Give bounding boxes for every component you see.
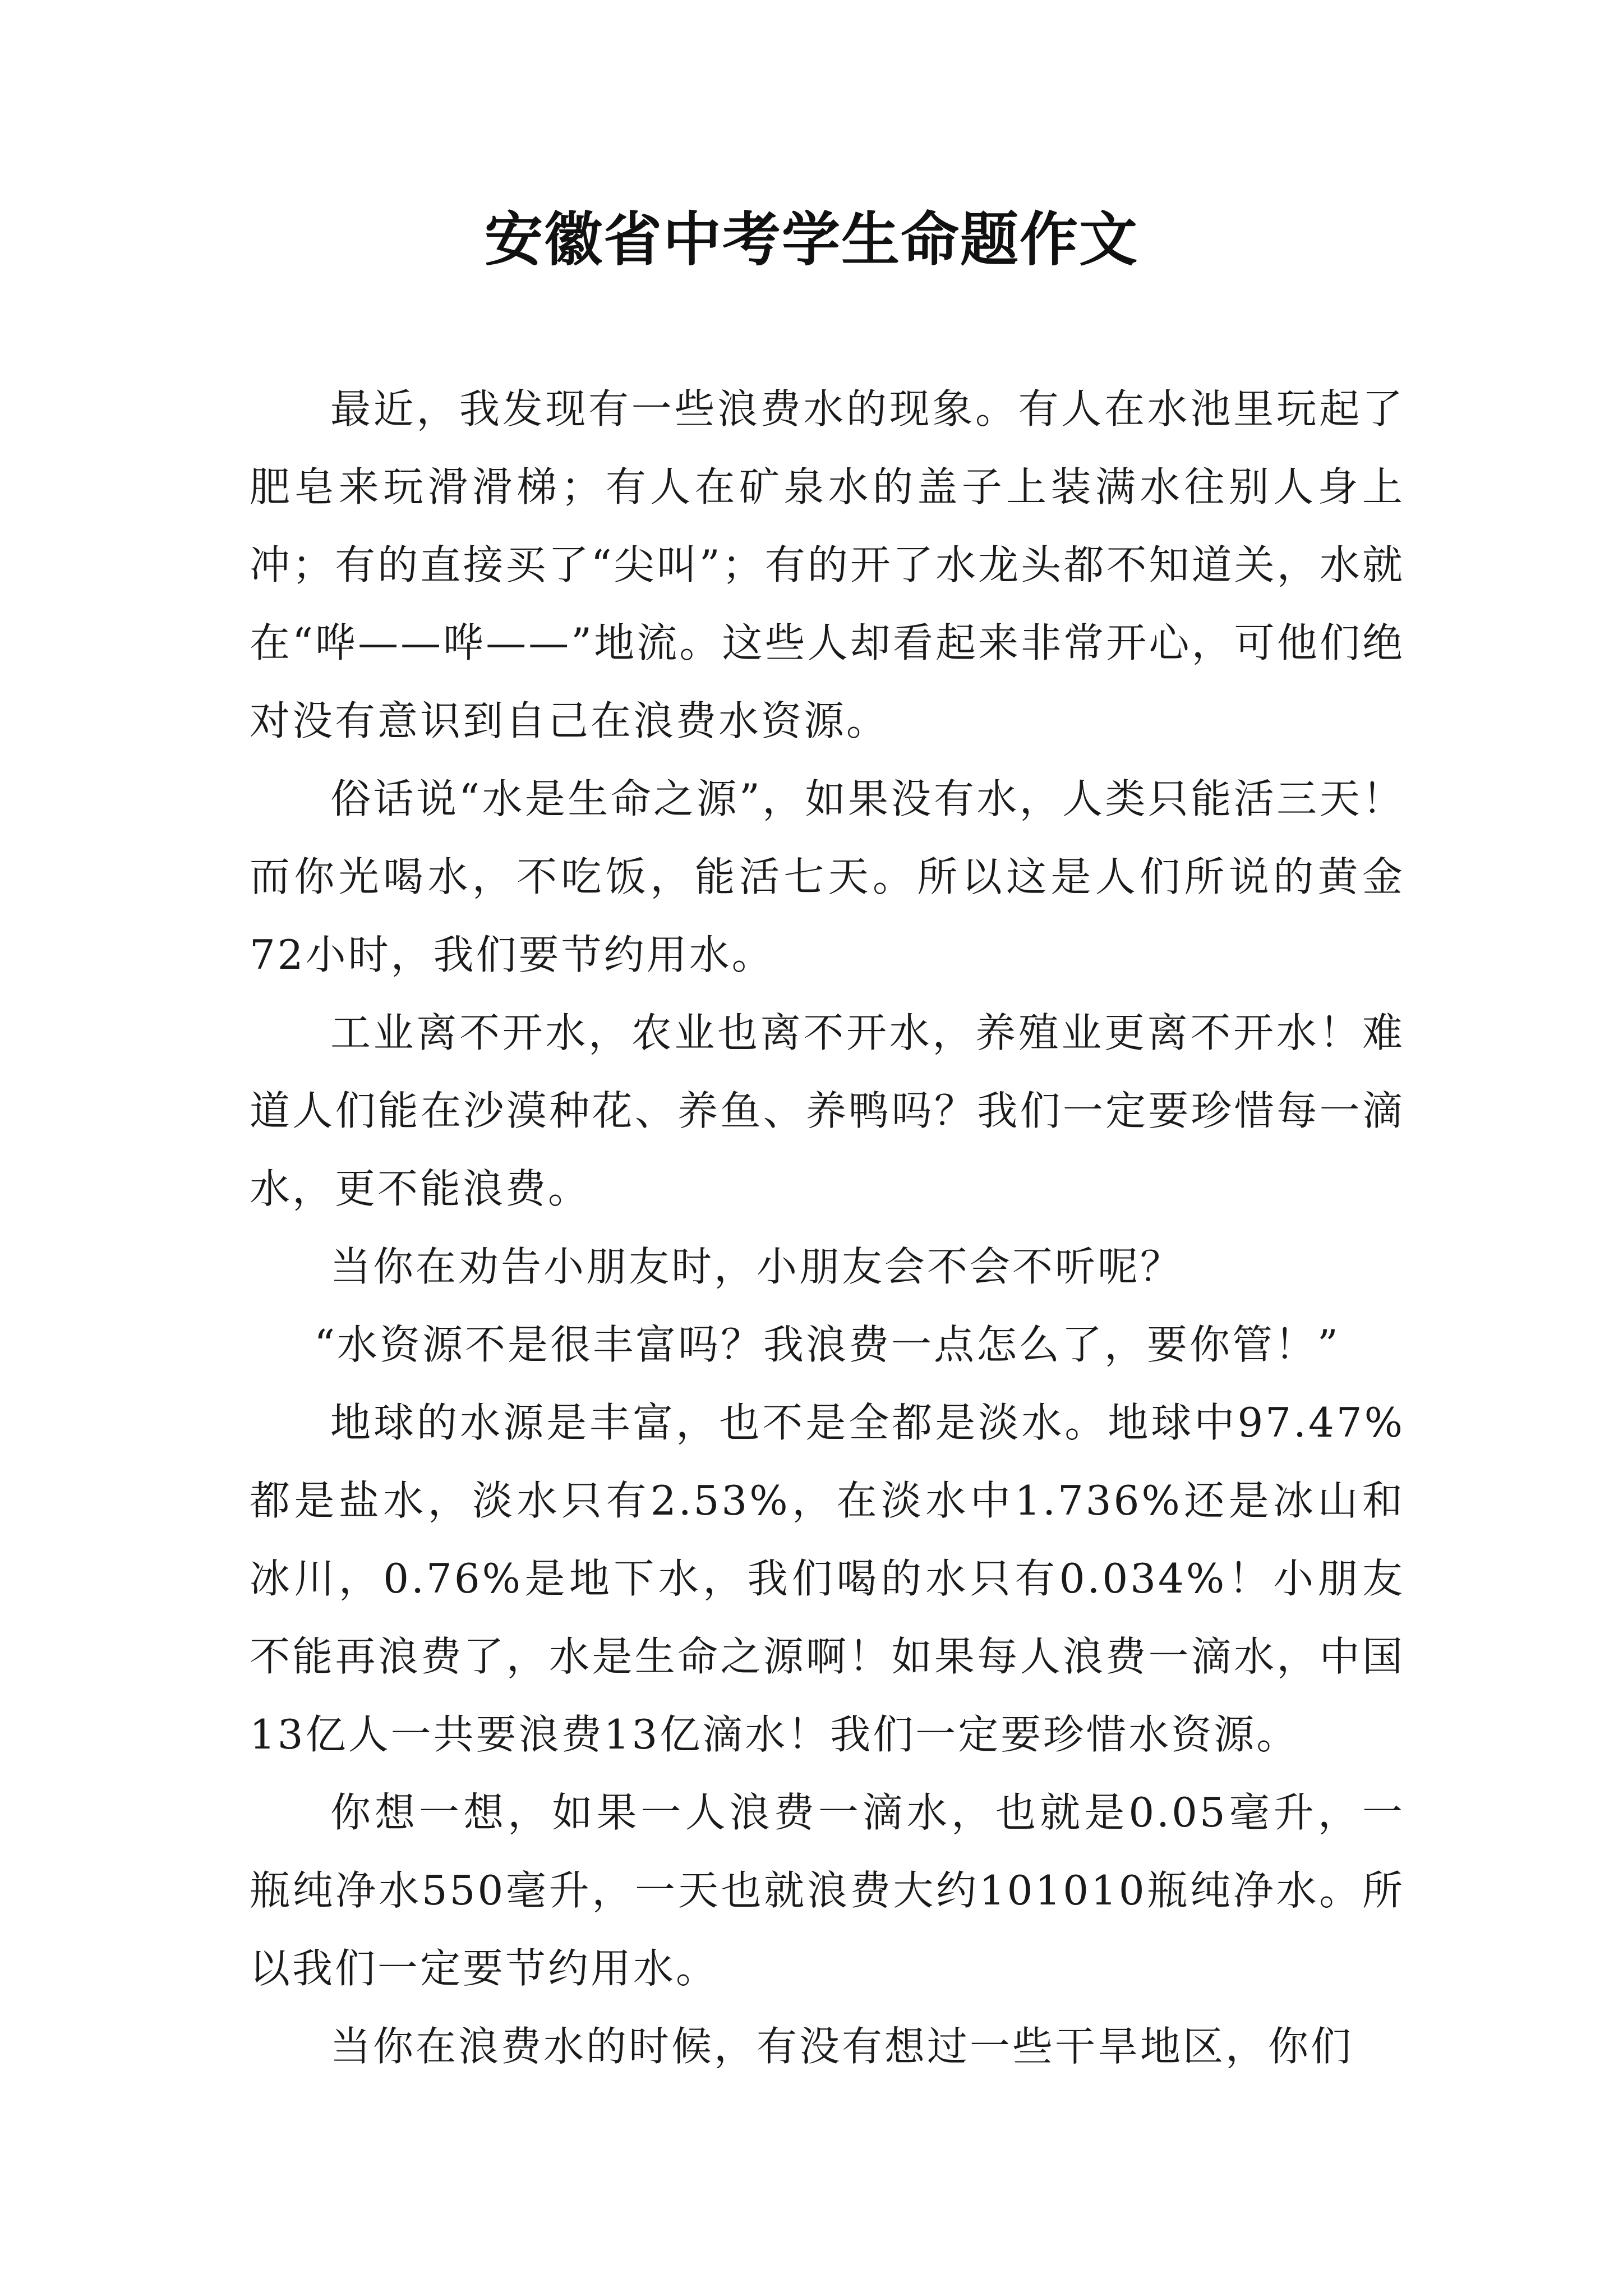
paragraph-1: 最近，我发现有一些浪费水的现象。有人在水池里玩起了肥皂来玩滑滑梯；有人在矿泉水的盖子上装满水往别人身上冲；有的直接买了“尖叫”；有的开了水龙头都不知道关，水就在“哗——哗——”地流。这些人却看起来非常开心，可他们绝对没有意识到自己在浪费水资源。 bbox=[250, 385, 1405, 744]
paragraph-4: 当你在劝告小朋友时，小朋友会不会不听呢？ bbox=[330, 1243, 1183, 1290]
paragraph-2: 俗话说“水是生命之源”，如果没有水，人类只能活三天！而你光喝水，不吃饭，能活七天。所以这是人们所说的黄金72小时，我们要节约用水。 bbox=[250, 775, 1405, 978]
paragraph-5-quote: “水资源不是很丰富吗？我浪费一点怎么了，要你管！” bbox=[314, 1321, 1340, 1368]
paragraph-7: 你想一想，如果一人浪费一滴水，也就是0.05毫升，一瓶纯净水550毫升，一天也就浪费大约101010瓶纯净水。所以我们一定要节约用水。 bbox=[250, 1789, 1405, 1992]
paragraph-8: 当你在浪费水的时候，有没有想过一些干旱地区，你们 bbox=[330, 2023, 1354, 2070]
paragraph-3: 工业离不开水，农业也离不开水，养殖业更离不开水！难道人们能在沙漠种花、养鱼、养鸭吗？我们一定要珍惜每一滴水，更不能浪费。 bbox=[250, 1009, 1405, 1212]
document-title: 安徽省中考学生命题作文 bbox=[484, 205, 1138, 274]
paragraph-6: 地球的水源是丰富，也不是全都是淡水。地球中97.47%都是盐水，淡水只有2.53%，在淡水中1.736%还是冰山和冰川，0.76%是地下水，我们喝的水只有0.034%！小朋友不能再浪费了，水是生命之源啊！如果每人浪费一滴水，中国13亿人一共要浪费13亿滴水！我们一定要珍惜水资源。 bbox=[250, 1399, 1405, 1758]
document-body bbox=[250, 370, 1405, 2086]
